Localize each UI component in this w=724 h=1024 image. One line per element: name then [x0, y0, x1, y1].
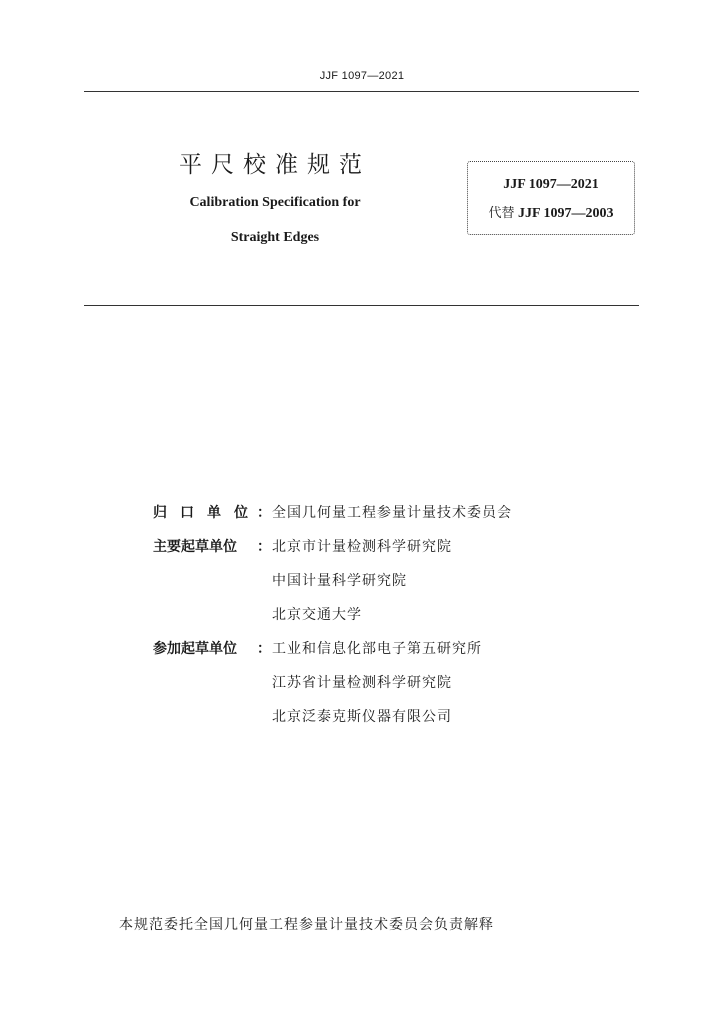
participating-row	[153, 672, 633, 706]
participating-row	[153, 706, 633, 740]
title-english-line1: Calibration Specification for	[189, 195, 361, 210]
main-drafting-value: 中国计量科学研究院	[272, 573, 407, 589]
interpretation-note: 本规范委托全国几何量工程参量计量技术委员会负责解释	[119, 917, 494, 933]
responsible-unit-value: 全国几何量工程参量计量技术委员会	[272, 505, 512, 521]
main-drafting-value: 北京交通大学	[272, 607, 362, 623]
participating-label: 参加起草单位	[153, 641, 237, 657]
current-code: JJF 1097—2021	[503, 177, 599, 192]
standard-code-box	[467, 161, 635, 235]
top-divider	[84, 91, 639, 92]
responsible-unit-label: 归口单位	[153, 505, 261, 521]
replaces-code-line	[468, 202, 634, 222]
middle-divider	[84, 305, 639, 306]
main-drafting-value: 北京市计量检测科学研究院	[272, 539, 452, 555]
participating-value: 工业和信息化部电子第五研究所	[272, 641, 482, 657]
label-colon: ：	[257, 505, 271, 521]
participating-value: 江苏省计量检测科学研究院	[272, 675, 452, 691]
label-colon: ：	[257, 539, 271, 555]
title-chinese: 平尺校准规范	[179, 152, 371, 178]
participating-value: 北京泛泰克斯仪器有限公司	[272, 709, 452, 725]
responsible-unit-row	[153, 502, 633, 536]
participating-row	[153, 638, 633, 672]
header-standard-code: JJF 1097—2021	[319, 70, 405, 82]
main-drafting-label: 主要起草单位	[153, 539, 237, 555]
main-drafting-row	[153, 604, 633, 638]
label-colon: ：	[257, 641, 271, 657]
replaces-prefix: 代替	[488, 206, 515, 221]
main-drafting-row	[153, 570, 633, 604]
title-english-line2: Straight Edges	[230, 230, 320, 245]
drafting-units-section	[153, 502, 633, 740]
replaces-code: JJF 1097—2003	[517, 206, 614, 221]
main-drafting-row	[153, 536, 633, 570]
